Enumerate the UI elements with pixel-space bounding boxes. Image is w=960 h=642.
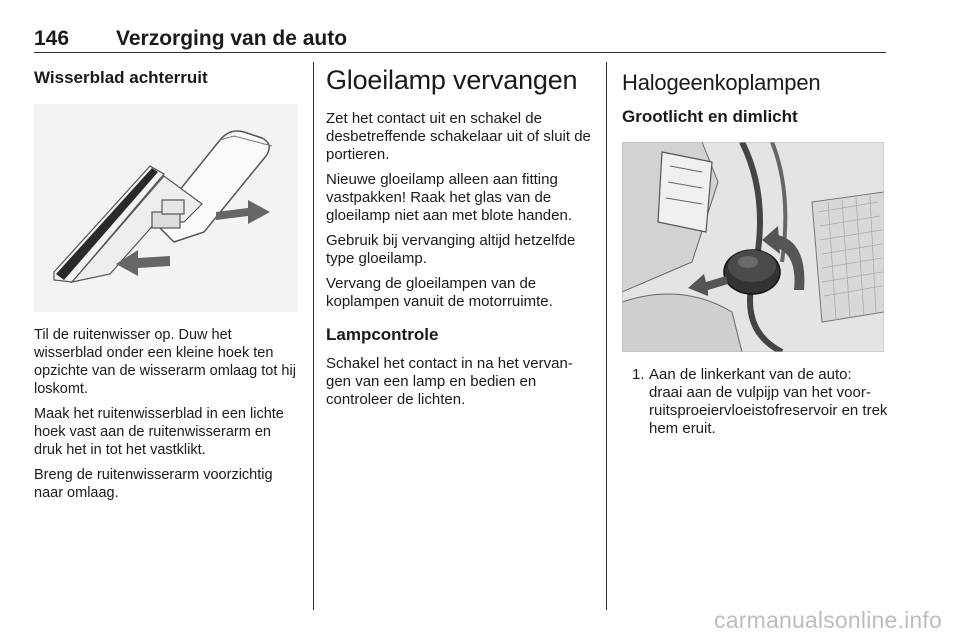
watermark: carmanualsonline.info [714,607,942,633]
instruction-paragraph: Maak het ruitenwisserblad in een lichte hoek vast aan de ruitenwisserarm en druk het in tot het vastklikt. [34,406,284,458]
body-paragraph: Gebruik bij vervanging altijd hetzelfde type gloeilamp. [326,232,576,267]
list-item [622,366,888,438]
section-heading: Wisserblad achterruit [34,68,208,87]
section-title: Halogeenkoplampen [622,70,821,95]
column-divider [606,62,607,610]
step-list [622,366,888,438]
step-text: Aan de linkerkant van de auto: draai aan de vulpijp van het voorruitsproeiervloeistofreservoir en trek hem eruit. [649,366,888,437]
column-left [34,62,300,509]
instruction-paragraph: Breng de ruitenwisserarm voorzichtig naar omlaag. [34,467,273,501]
body-paragraph: Vervang de gloeilampen van de koplampen vanuit de motorruimte. [326,275,553,310]
body-paragraph: Zet het contact uit en schakel de desbetreffende schakelaar uit of sluit de portieren. [326,110,591,163]
engine-bay-image [622,142,884,352]
column-right [622,62,888,438]
section-title: Gloeilamp vervangen [326,65,578,95]
body-paragraph: Schakel het contact in na het vervangen van een lamp en bedien en controleer de lichten. [326,355,573,408]
page-number: 146 [34,27,70,50]
column-divider [313,62,314,610]
wiper-blade-image [34,104,298,312]
column-middle [326,62,592,416]
instruction-paragraph: Til de ruitenwisser op. Duw het wisserblad onder een kleine hoek ten opzichte van de wisserarm omlaag tot hij loskomt. [34,327,296,397]
wiper-illustration [34,104,298,312]
page-title: Verzorging van de auto [116,27,348,50]
engine-bay-illustration [622,142,884,352]
subsection-heading: Lampcontrole [326,325,439,344]
page-header [34,26,886,53]
subsection-heading: Grootlicht en dimlicht [622,107,798,126]
step-number: 1. [632,366,645,383]
body-paragraph: Nieuwe gloeilamp alleen aan fitting vastpakken! Raak het glas van de gloeilamp niet aan met blote handen. [326,171,573,224]
